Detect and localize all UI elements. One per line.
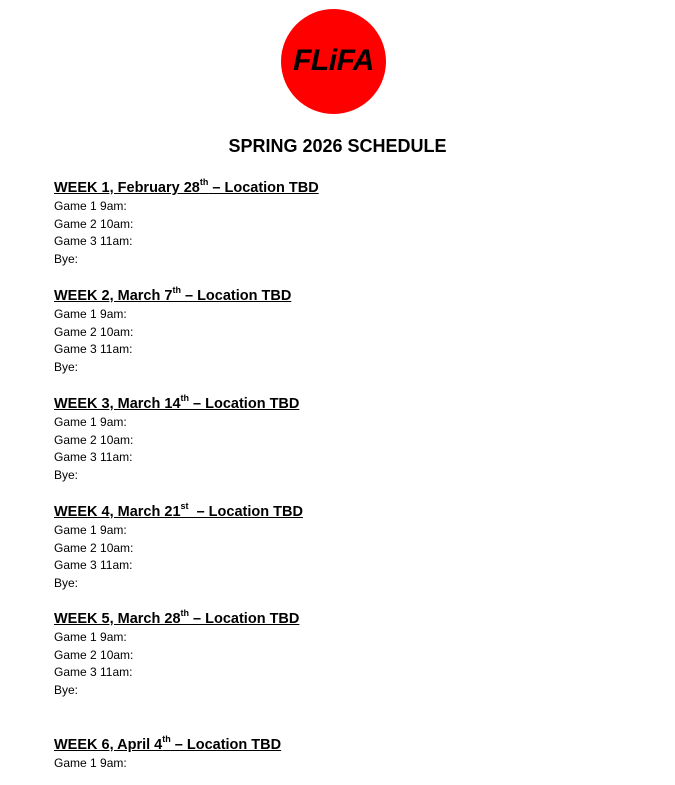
logo-circle [281,9,386,114]
game-1-line: Game 1 9am: [54,756,127,770]
game-1-line: Game 1 9am: [54,307,127,321]
game-3-line: Game 3 11am: [54,234,133,248]
game-2-line: Game 2 10am: [54,216,134,231]
bye-line: Bye: [54,359,79,374]
game-2-line: Game 2 10am: [54,324,134,339]
game-2-line: Game 2 10am: [54,647,134,662]
logo-text: FLiFA [293,44,374,77]
week-block [54,179,614,268]
week-heading: WEEK 6, April 4th – Location TBD [54,734,282,753]
game-1-line: Game 1 9am: [54,199,127,213]
game-2-line: Game 2 10am: [54,540,134,555]
week-heading: WEEK 1, February 28th – Location TBD [54,177,319,196]
game-3-line: Game 3 11am: [54,450,133,464]
week-heading: WEEK 5, March 28th – Location TBD [54,608,300,627]
game-3-line: Game 3 11am: [54,558,133,572]
page-title: SPRING 2026 SCHEDULE [228,136,447,156]
week-block [54,736,614,773]
game-3-line: Game 3 11am: [54,342,133,356]
game-1-line: Game 1 9am: [54,415,127,429]
game-3-line: Game 3 11am: [54,665,133,679]
week-block [54,287,614,376]
game-1-line: Game 1 9am: [54,630,127,644]
week-block [54,610,614,699]
league-logo [281,9,386,114]
week-heading: WEEK 3, March 14th – Location TBD [54,393,300,412]
week-block [54,395,614,484]
week-heading: WEEK 4, March 21st – Location TBD [54,501,303,520]
bye-line: Bye: [54,575,79,590]
week-block [54,503,614,592]
week-heading: WEEK 2, March 7th – Location TBD [54,285,292,304]
game-1-line: Game 1 9am: [54,523,127,537]
bye-line: Bye: [54,251,79,266]
bye-line: Bye: [54,682,79,697]
game-2-line: Game 2 10am: [54,432,134,447]
bye-line: Bye: [54,467,79,482]
